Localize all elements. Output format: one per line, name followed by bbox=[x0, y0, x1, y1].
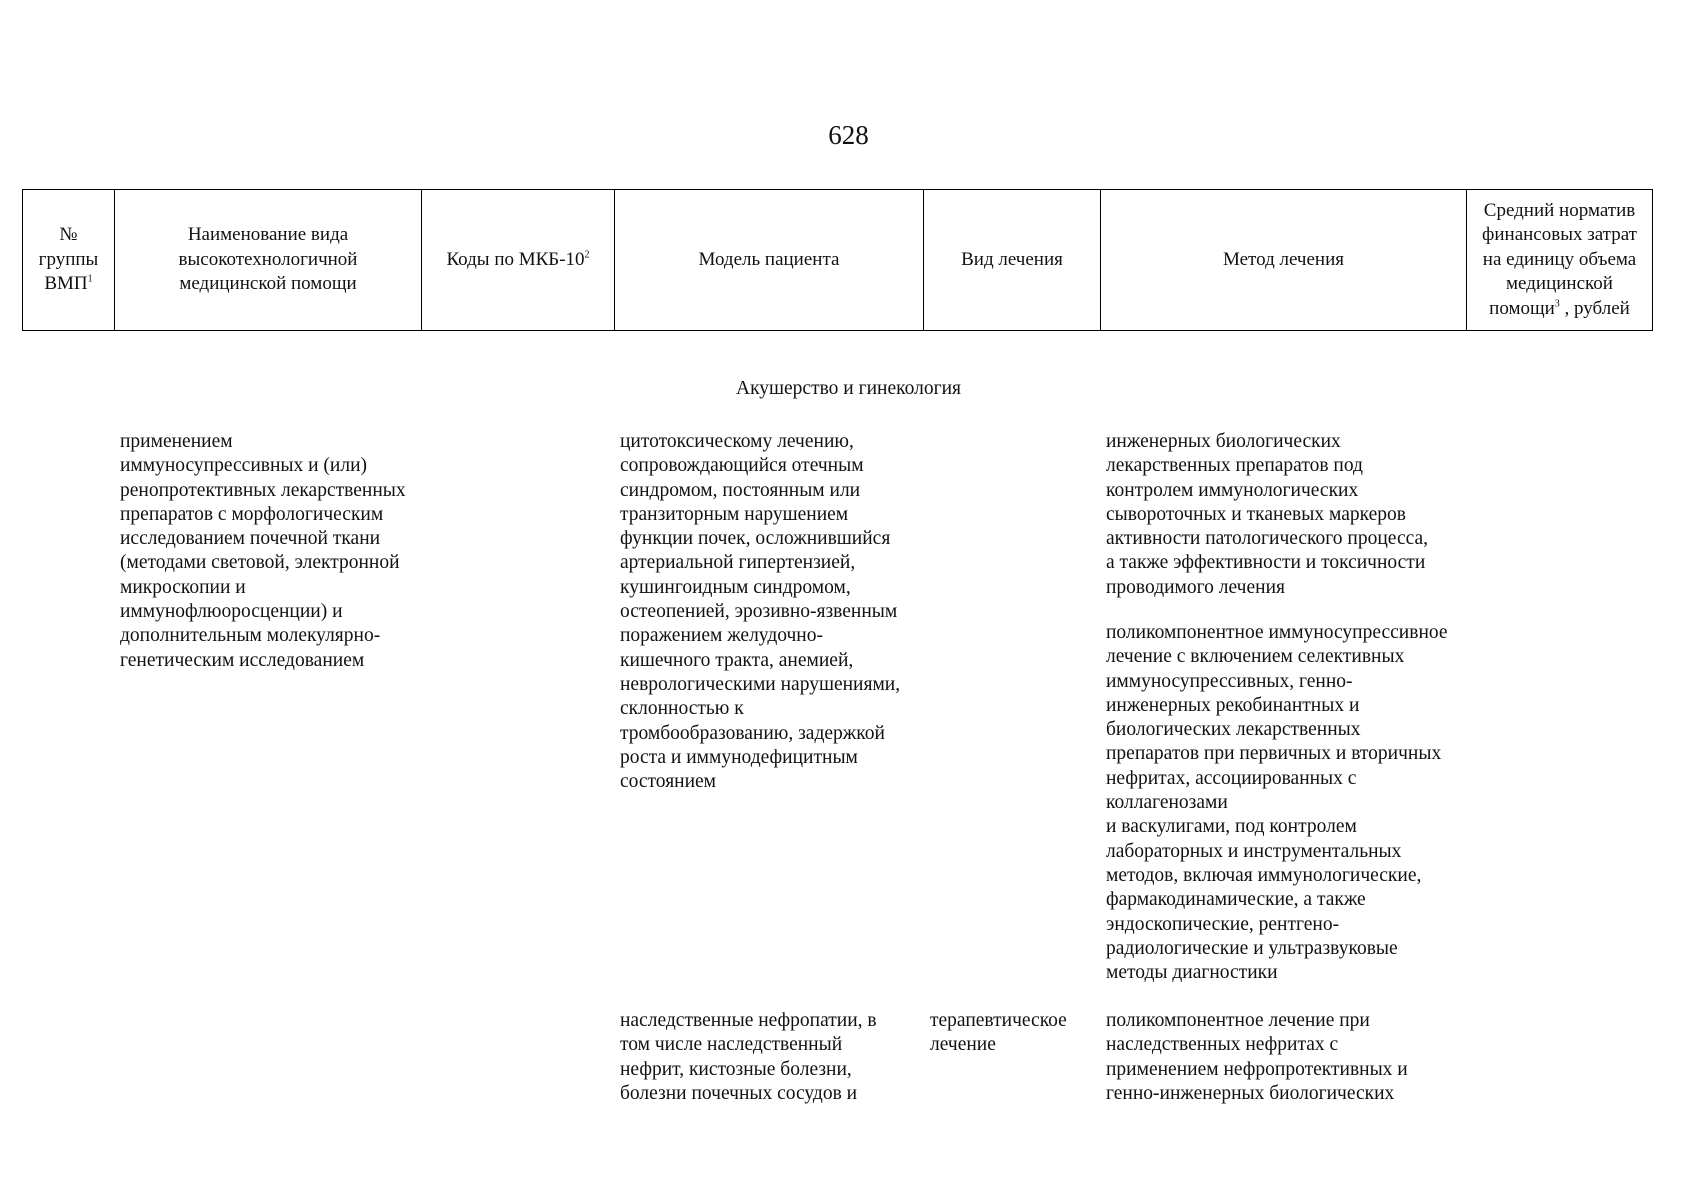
text-line: генно-инженерных биологических bbox=[1106, 1082, 1395, 1104]
text-line: дополнительным молекулярно- bbox=[120, 625, 381, 647]
header-cost-standard-line: финансовых затрат bbox=[1482, 224, 1637, 246]
header-cost-standard-line: , рублей bbox=[1559, 297, 1630, 319]
text-line: тромбообразованию, задержкой bbox=[620, 722, 885, 744]
text-line: и васкулигами, под контролем bbox=[1106, 816, 1357, 838]
text-line: лечение с включением селективных bbox=[1106, 646, 1405, 668]
header-group-number-line: группы bbox=[38, 248, 99, 270]
header-patient-model bbox=[615, 190, 924, 331]
text-line: остеопенией, эрозивно-язвенным bbox=[620, 601, 898, 623]
text-line: ренопротективных лекарственных bbox=[120, 479, 406, 501]
header-treatment-method bbox=[1101, 190, 1467, 331]
header-cost-standard-line: на единицу объема bbox=[1482, 248, 1637, 270]
text-line: цитотоксическому лечению, bbox=[620, 431, 854, 452]
text-line: методы диагностики bbox=[1106, 962, 1278, 984]
text-line: терапевтическое bbox=[930, 1010, 1067, 1031]
text-line: генетическим исследованием bbox=[120, 649, 365, 671]
text-line: лечение bbox=[930, 1034, 996, 1056]
text-line: препаратов при первичных и вторичных bbox=[1106, 743, 1442, 765]
text-line: артериальной гипертензией, bbox=[620, 552, 856, 574]
header-care-name-line: высокотехнологичной bbox=[178, 248, 358, 270]
care-name-column bbox=[120, 430, 406, 673]
text-line: иммуносупрессивных и (или) bbox=[120, 455, 368, 477]
text-line: синдромом, постоянным или bbox=[620, 479, 861, 501]
text-line: радиологические и ультразвуковые bbox=[1106, 937, 1398, 959]
header-cost-standard-line: медицинской bbox=[1506, 273, 1613, 295]
treatment-type-column bbox=[930, 1009, 1067, 1058]
text-line: состоянием bbox=[620, 771, 717, 793]
header-care-name-line: медицинской помощи bbox=[179, 273, 357, 295]
text-line: применением bbox=[120, 431, 233, 452]
text-line: функции почек, осложнившийся bbox=[620, 528, 891, 550]
header-treatment-method-text: Метод лечения bbox=[1222, 248, 1344, 270]
header-group-number-line: ВМП bbox=[44, 273, 88, 295]
header-treatment-type-text: Вид лечения bbox=[961, 248, 1063, 270]
text-line: нефрит, кистозные болезни, bbox=[620, 1058, 852, 1080]
text-line: контролем иммунологических bbox=[1106, 479, 1359, 501]
text-line: транзиторным нарушением bbox=[620, 503, 849, 525]
header-group-number-line: № bbox=[59, 224, 78, 246]
text-line: сопровождающийся отечным bbox=[620, 455, 864, 477]
text-line: том числе наследственный bbox=[620, 1034, 843, 1056]
page-number: 628 bbox=[828, 120, 869, 150]
header-cost-standard bbox=[1467, 190, 1653, 331]
treatment-method-column bbox=[1106, 621, 1448, 985]
header-icd-codes bbox=[422, 190, 615, 331]
text-line: болезни почечных сосудов и bbox=[620, 1082, 858, 1104]
text-line: роста и иммунодефицитным bbox=[620, 746, 858, 768]
table-header bbox=[22, 189, 1653, 331]
text-line: методов, включая иммунологические, bbox=[1106, 864, 1422, 886]
text-line: эндоскопические, рентгено- bbox=[1106, 913, 1340, 935]
footnote-marker: 2 bbox=[584, 249, 590, 261]
text-line: микроскопии и bbox=[120, 576, 246, 598]
text-line: лекарственных препаратов под bbox=[1106, 455, 1363, 477]
header-icd-codes-text: Коды по МКБ-10 bbox=[446, 248, 585, 270]
text-line: инженерных биологических bbox=[1106, 431, 1341, 452]
text-line: исследованием почечной ткани bbox=[120, 528, 381, 550]
footnote-marker: 1 bbox=[87, 273, 93, 285]
text-line: а также эффективности и токсичности bbox=[1106, 552, 1426, 574]
header-treatment-type bbox=[924, 190, 1101, 331]
text-line: иммуносупрессивных, генно- bbox=[1106, 670, 1353, 692]
text-line: сывороточных и тканевых маркеров bbox=[1106, 503, 1406, 525]
text-line: поражением желудочно- bbox=[620, 625, 823, 647]
treatment-method-column bbox=[1106, 1009, 1408, 1106]
text-line: наследственные нефропатии, в bbox=[620, 1010, 877, 1031]
treatment-method-column bbox=[1106, 430, 1428, 600]
text-line: применением нефропротективных и bbox=[1106, 1058, 1408, 1080]
text-line: поликомпонентное лечение при bbox=[1106, 1010, 1370, 1031]
footnote-marker: 3 bbox=[1554, 298, 1560, 310]
text-line: лабораторных и инструментальных bbox=[1106, 840, 1402, 862]
text-line: препаратов с морфологическим bbox=[120, 503, 384, 525]
text-line: кушингоидным синдромом, bbox=[620, 576, 851, 598]
text-line: кишечного тракта, анемией, bbox=[620, 649, 854, 671]
section-title: Акушерство и гинекология bbox=[735, 378, 962, 399]
header-group-number bbox=[23, 190, 115, 331]
text-line: инженерных рекобинантных и bbox=[1106, 694, 1360, 716]
text-line: поликомпонентное иммуносупрессивное bbox=[1106, 622, 1448, 643]
patient-model-column bbox=[620, 1009, 877, 1106]
text-line: иммунофлюоросценции) и bbox=[120, 601, 343, 623]
patient-model-column bbox=[620, 430, 900, 794]
text-line: нефритах, ассоциированных с bbox=[1106, 767, 1357, 789]
text-line: склонностью к bbox=[620, 698, 744, 720]
header-patient-model-text: Модель пациента bbox=[698, 248, 840, 270]
header-cost-standard-line: помощи bbox=[1489, 297, 1555, 319]
header-care-name-line: Наименование вида bbox=[187, 224, 349, 246]
text-line: коллагенозами bbox=[1106, 792, 1228, 814]
text-line: наследственных нефритах с bbox=[1106, 1034, 1339, 1056]
header-care-name bbox=[115, 190, 422, 331]
text-line: неврологическими нарушениями, bbox=[620, 673, 901, 695]
text-line: (методами световой, электронной bbox=[120, 552, 400, 574]
text-line: биологических лекарственных bbox=[1106, 719, 1361, 741]
text-line: проводимого лечения bbox=[1106, 576, 1285, 598]
header-cost-standard-line: Средний норматив bbox=[1483, 199, 1636, 221]
text-line: фармакодинамические, а также bbox=[1106, 889, 1366, 911]
text-line: активности патологического процесса, bbox=[1106, 528, 1429, 550]
